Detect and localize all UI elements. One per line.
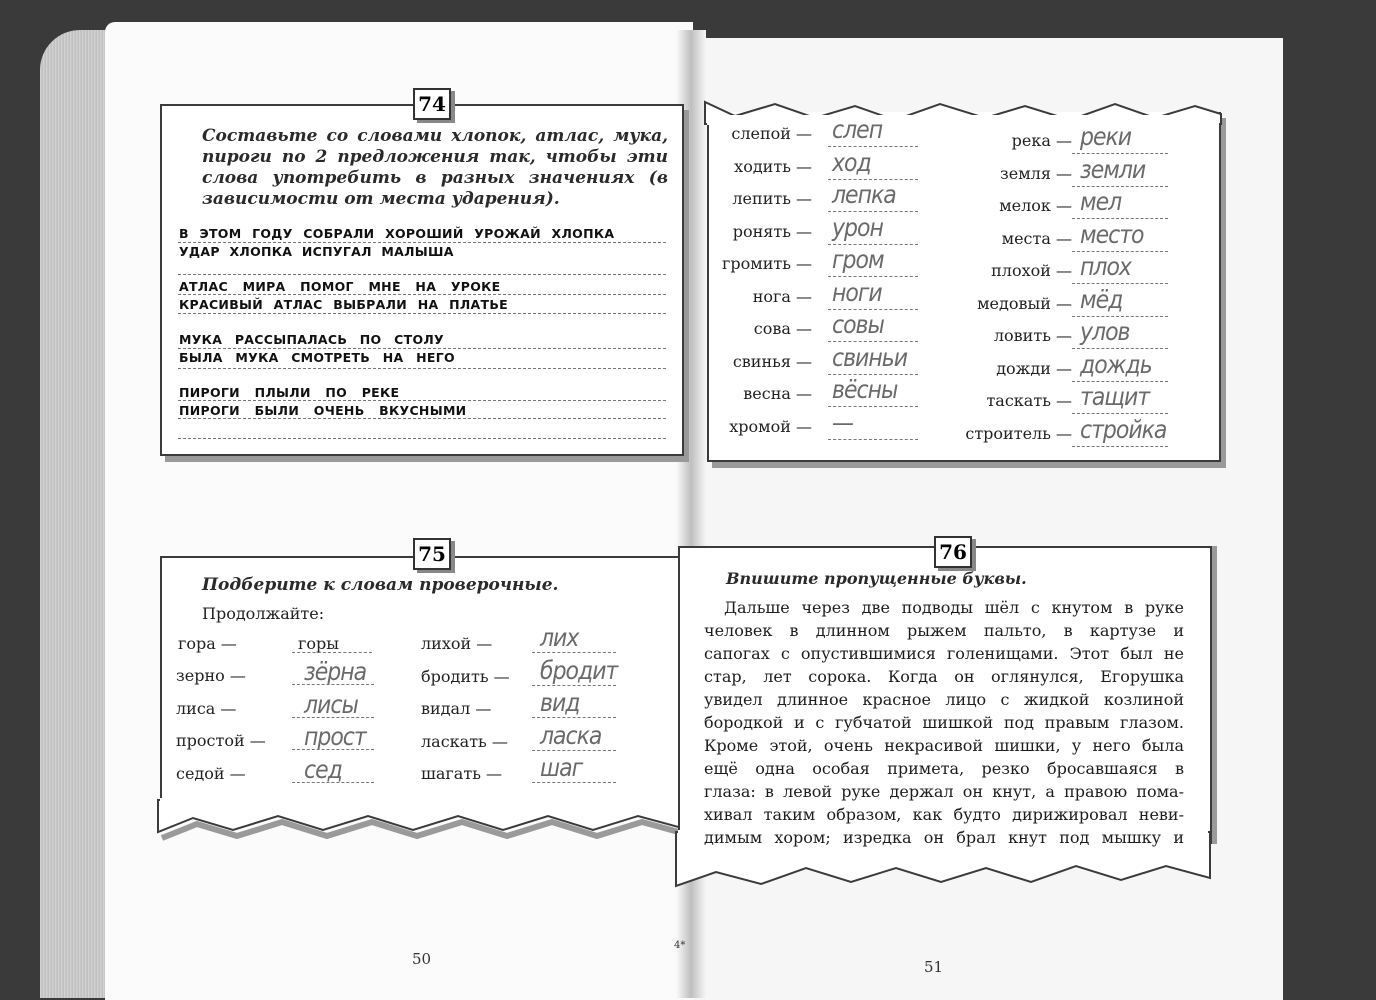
word-pair-left-2: лепить — [732, 189, 812, 208]
exercise-74-task: Составьте со словами хлопок, атлас, мука, пироги по 2 предложения так, чтобы эти слова употребить в разных значениях (в зависимости от места ударения). [202, 126, 668, 209]
handwritten-answer-left-3: урон [832, 213, 883, 243]
exercise-75-number: 75 [413, 538, 451, 570]
answer-line-5: МУКА РАССЫПАЛАСЬ ПО СТОЛУ [179, 332, 444, 347]
word-pair-left-8: весна — [743, 384, 812, 403]
torn-edge-bottom-75 [158, 800, 688, 840]
word-pair-left-9: хромой — [729, 416, 812, 436]
exercise-75-task: Подберите к словам проверочные. [202, 575, 559, 595]
exercise-76-task: Впишите пропущенные буквы. [726, 569, 1027, 588]
word-pair-left-4: громить — [721, 254, 812, 273]
handwritten-answer-left-5: ноги [832, 278, 882, 308]
text-line-6: Кроме этой, очень некрасивой шишки, у него была [704, 736, 1184, 755]
text-line-0: Дальше через две подводы шёл с кнутом в руке [724, 598, 1184, 617]
handwritten-answer-right-2: мел [1080, 188, 1122, 217]
word-pair-left-3: ронять — [732, 221, 812, 241]
exercise-76-text [704, 596, 1184, 849]
check-answer-left-1: лисы [304, 690, 358, 720]
page-number-left: 50 [412, 950, 432, 968]
check-answer-right-3: ласка [540, 721, 602, 751]
word-pair-left-5: нога — [752, 286, 812, 306]
word-pair-left-7: свинья — [732, 351, 812, 371]
handwritten-answer-right-0: реки [1080, 123, 1132, 152]
continue-label: Продолжайте: [202, 604, 325, 623]
check-word-left-2: простой — [176, 731, 266, 750]
example-word: гора — [178, 634, 237, 653]
answer-line-7: ПИРОГИ ПЛЫЛИ ПО РЕКЕ [179, 385, 400, 400]
word-pair-left-6: сова — [753, 319, 812, 338]
text-line-1: человек в длинном рыжем пальто, в картузе и [704, 621, 1184, 640]
word-pair-right-5: медовый — [977, 293, 1072, 313]
text-line-9: хивал таким образом, как будто дирижировал неви- [704, 805, 1184, 824]
handwritten-answer-right-5: мёд [1080, 285, 1123, 315]
answer-line-6: БЫЛА МУКА СМОТРЕТЬ НА НЕГО [179, 350, 455, 365]
check-word-right-0: лихой — [421, 634, 493, 653]
handwritten-answer-left-7: свиньи [832, 343, 908, 373]
word-pair-right-3: места — [1001, 228, 1072, 248]
word-pair-left-0: слепой — [731, 124, 812, 143]
check-word-right-4: шагать — [421, 764, 502, 783]
answer-line-2: УДАР ХЛОПКА ИСПУГАЛ МАЛЫША [179, 244, 454, 259]
handwritten-answer-left-9: — [832, 408, 853, 438]
answer-line-4: КРАСИВЫЙ АТЛАС ВЫБРАЛИ НА ПЛАТЬЕ [179, 297, 508, 312]
exercise-76-number: 76 [934, 536, 972, 568]
word-pair-right-8: таскать — [986, 391, 1072, 410]
text-line-7: ещё одна особая примета, резко бросавшаяся в [704, 759, 1184, 778]
text-line-10: димым хором; изредка он брал кнут под мышку и [704, 828, 1184, 847]
handwritten-answer-right-3: место [1080, 220, 1144, 250]
handwritten-answer-right-9: стройка [1080, 415, 1167, 445]
text-line-2: сапогах с опустившимися голенищами. Этот был не [704, 644, 1184, 663]
word-pair-right-1: земля — [1000, 163, 1072, 183]
word-pair-right-4: плохой — [991, 261, 1072, 280]
word-pair-right-9: строитель — [965, 423, 1072, 443]
check-word-right-3: ласкать — [421, 731, 508, 751]
signature-mark: 4* [674, 940, 686, 951]
handwritten-answer-left-4: гром [832, 246, 884, 275]
word-pair-right-0: река — [1011, 131, 1072, 150]
handwritten-answer-right-8: тащит [1080, 383, 1150, 412]
answer-line-8: ПИРОГИ БЫЛИ ОЧЕНЬ ВКУСНЫМИ [179, 403, 467, 418]
text-line-5: бородкой и с губчатой шишкой под правым глазом. [704, 713, 1184, 732]
handwritten-answer-left-6: совы [832, 311, 884, 340]
word-pair-left-1: ходить — [734, 156, 812, 176]
handwritten-answer-left-2: лепка [832, 181, 896, 210]
handwritten-answer-left-8: вёсны [832, 376, 898, 405]
exercise-74-number: 74 [413, 88, 451, 120]
text-line-3: стар, лет сорока. Когда он оглянулся, Егорушка [704, 667, 1184, 686]
handwritten-answer-right-6: улов [1080, 318, 1130, 347]
answer-line-3: АТЛАС МИРА ПОМОГ МНЕ НА УРОКЕ [179, 279, 501, 294]
check-answer-right-2: вид [540, 689, 580, 718]
check-answer-left-0: зёрна [304, 658, 367, 687]
handwritten-answer-left-0: слеп [832, 116, 883, 145]
word-pair-right-6: ловить — [993, 326, 1072, 345]
answer-line-1: В ЭТОМ ГОДУ СОБРАЛИ ХОРОШИЙ УРОЖАЙ ХЛОПКА [179, 226, 615, 241]
check-word-right-2: видал — [421, 699, 492, 718]
check-word-left-1: лиса — [176, 698, 237, 718]
word-pair-right-7: дожди — [996, 358, 1072, 378]
check-word-left-0: зерно — [176, 666, 246, 685]
text-line-8: глаза: в левой руке держал он кнут, а правою пома- [704, 782, 1184, 801]
handwritten-answer-left-1: ход [832, 148, 871, 178]
check-answer-left-2: прост [304, 723, 366, 752]
torn-edge-top [705, 98, 1221, 124]
check-answer-right-4: шаг [540, 754, 583, 783]
check-answer-right-0: лих [540, 624, 579, 653]
example-answer: горы [298, 634, 339, 653]
handwritten-answer-right-7: дождь [1080, 350, 1152, 380]
check-word-left-3: седой — [176, 763, 246, 783]
handwritten-answer-right-4: плох [1080, 253, 1131, 282]
check-word-right-1: бродить — [421, 666, 510, 686]
check-answer-left-3: сед [304, 755, 342, 785]
page-number-right: 51 [924, 958, 944, 976]
page-edges [40, 30, 112, 998]
text-line-4: увидел длинное красное лицо с жидкой козлиной [704, 690, 1184, 709]
check-answer-right-1: бродит [540, 656, 618, 686]
handwritten-answer-right-1: земли [1080, 155, 1146, 185]
word-pair-right-2: мелок — [999, 196, 1072, 215]
